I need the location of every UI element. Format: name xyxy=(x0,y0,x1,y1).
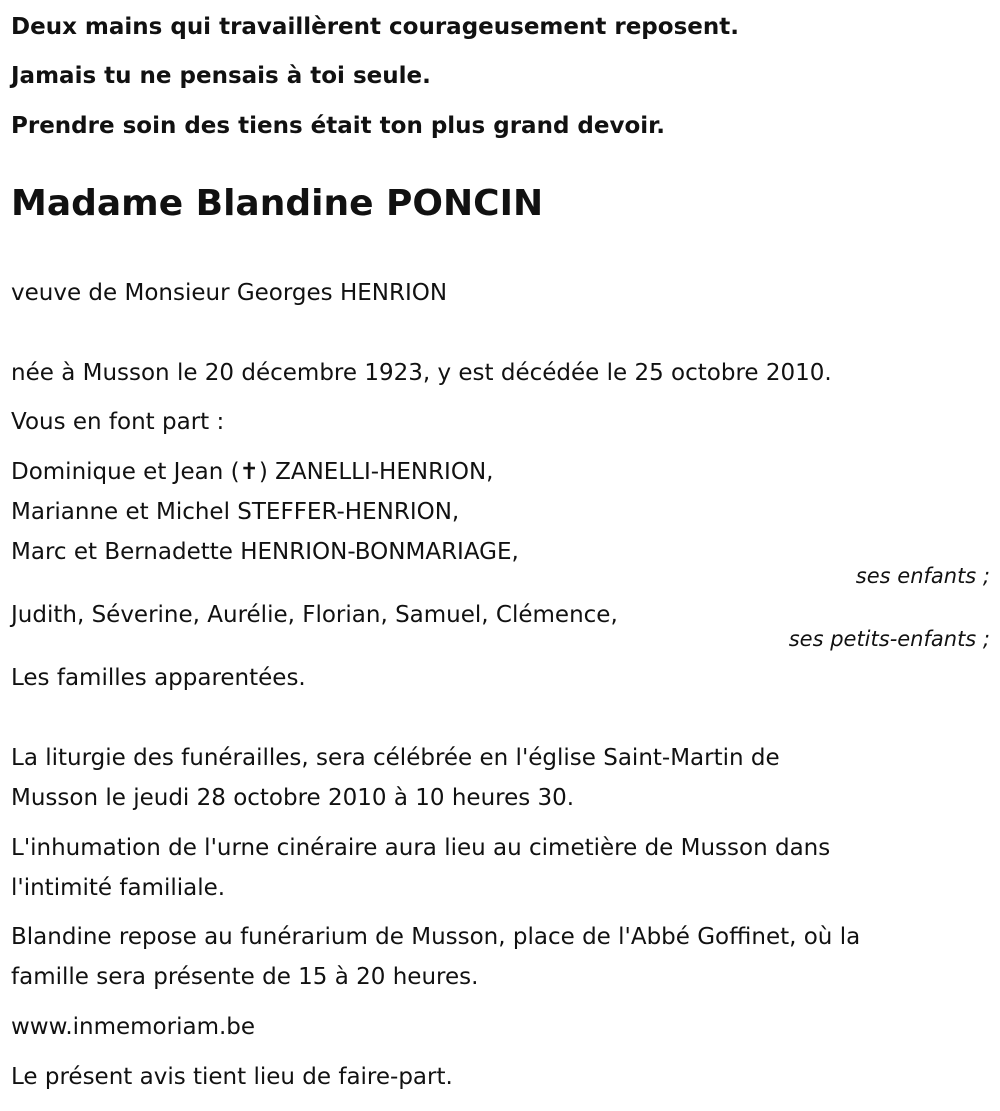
burial-line-2: l'intimité familiale. xyxy=(11,875,226,901)
funerarium-line-2: famille sera présente de 15 à 20 heures. xyxy=(11,964,479,990)
verse-line-3: Prendre soin des tiens était ton plus grand devoir. xyxy=(11,113,665,139)
relatives-line: Les familles apparentées. xyxy=(11,665,306,691)
verse-line-1: Deux mains qui travaillèrent courageusement reposent. xyxy=(11,14,739,40)
deceased-name: Madame Blandine PONCIN xyxy=(11,183,544,224)
funerarium-line-1: Blandine repose au funérarium de Musson, place de l'Abbé Goffinet, où la xyxy=(11,924,861,950)
burial-line-1: L'inhumation de l'urne cinéraire aura lieu au cimetière de Musson dans xyxy=(11,835,831,861)
closing-notice: Le présent avis tient lieu de faire-part. xyxy=(11,1064,453,1090)
announcement-intro: Vous en font part : xyxy=(11,409,225,435)
liturgy-line-2: Musson le jeudi 28 octobre 2010 à 10 heures 30. xyxy=(11,785,575,811)
child-entry: Dominique et Jean (✝) ZANELLI-HENRION, xyxy=(11,459,494,485)
child-entry: Marianne et Michel STEFFER-HENRION, xyxy=(11,499,460,525)
website-text: www.inmemoriam.be xyxy=(11,1014,256,1040)
verse-line-2: Jamais tu ne pensais à toi seule. xyxy=(11,63,431,89)
widow-of: veuve de Monsieur Georges HENRION xyxy=(11,280,448,306)
children-label: ses enfants ; xyxy=(855,564,990,588)
birth-death-info: née à Musson le 20 décembre 1923, y est décédée le 25 octobre 2010. xyxy=(11,360,832,386)
child-entry: Marc et Bernadette HENRION-BONMARIAGE, xyxy=(11,539,519,565)
grandchildren-label: ses petits-enfants ; xyxy=(788,627,990,651)
liturgy-line-1: La liturgie des funérailles, sera célébrée en l'église Saint-Martin de xyxy=(11,745,780,771)
grandchildren-list: Judith, Séverine, Aurélie, Florian, Samuel, Clémence, xyxy=(11,602,618,628)
